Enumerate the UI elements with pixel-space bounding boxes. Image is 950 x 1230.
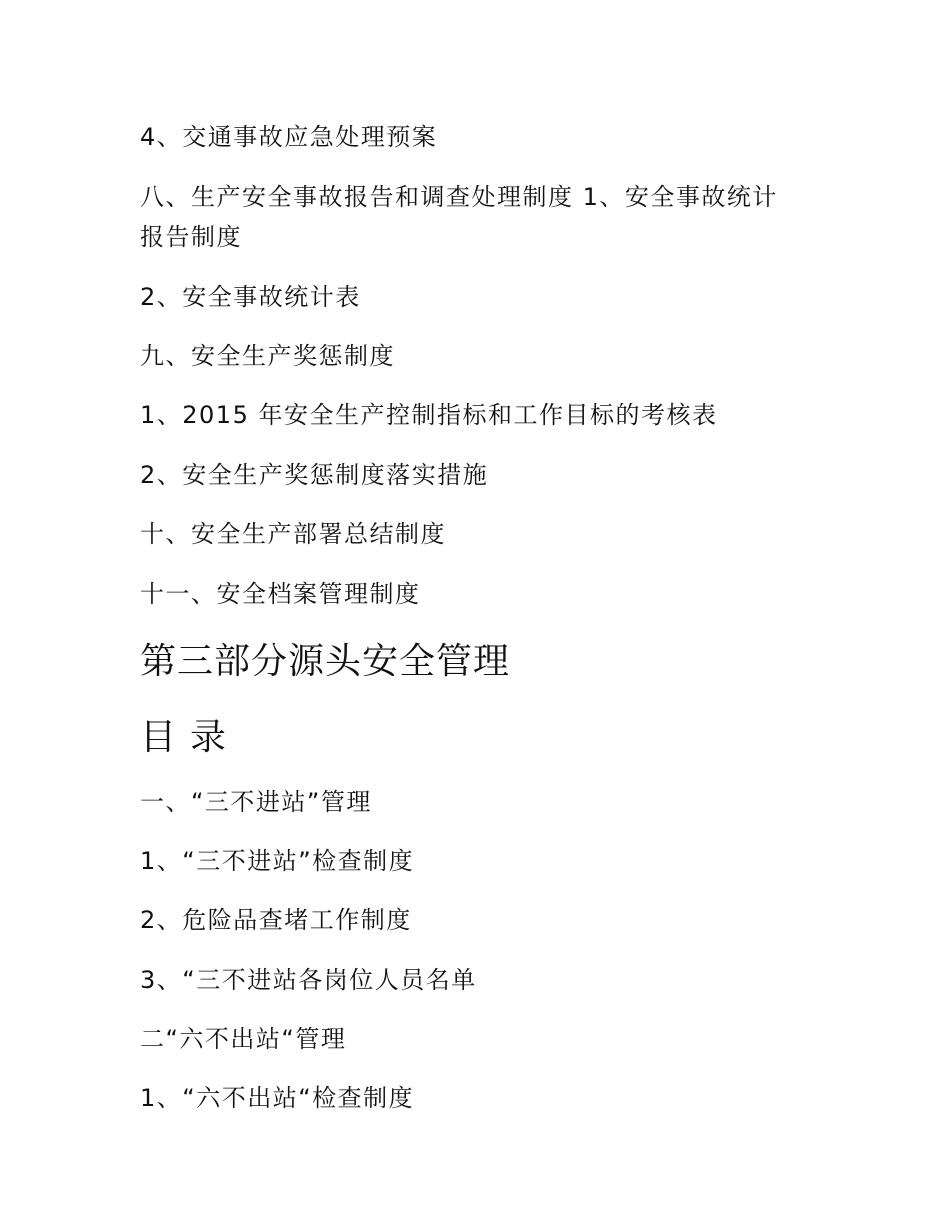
toc-entry: 1、“六不出站“检查制度: [140, 1084, 415, 1112]
toc-entry: 1、“三不进站”检查制度: [140, 847, 415, 875]
toc-entry: 一、“三不进站”管理: [140, 788, 372, 816]
part-heading: 第三部分源头安全管理: [140, 641, 511, 682]
toc-entry: 九、安全生产奖惩制度: [140, 342, 395, 370]
toc-entry: 1、2015 年安全生产控制指标和工作目标的考核表: [140, 401, 718, 429]
toc-entry: 3、“三不进站各岗位人员名单: [140, 966, 477, 994]
toc-entry: 4、交通事故应急处理预案: [140, 123, 438, 151]
toc-entry: 2、危险品查堵工作制度: [140, 906, 412, 934]
toc-entry: 2、安全生产奖惩制度落实措施: [140, 461, 489, 489]
toc-entry: 二“六不出站“管理: [140, 1025, 347, 1053]
toc-entry: 八、生产安全事故报告和调查处理制度 1、安全事故统计报告制度: [140, 183, 778, 251]
toc-heading: 目录: [140, 717, 241, 758]
toc-entry: 2、安全事故统计表: [140, 283, 361, 311]
toc-entry: 十一、安全档案管理制度: [140, 580, 421, 608]
toc-entry: 十、安全生产部署总结制度: [140, 520, 446, 548]
